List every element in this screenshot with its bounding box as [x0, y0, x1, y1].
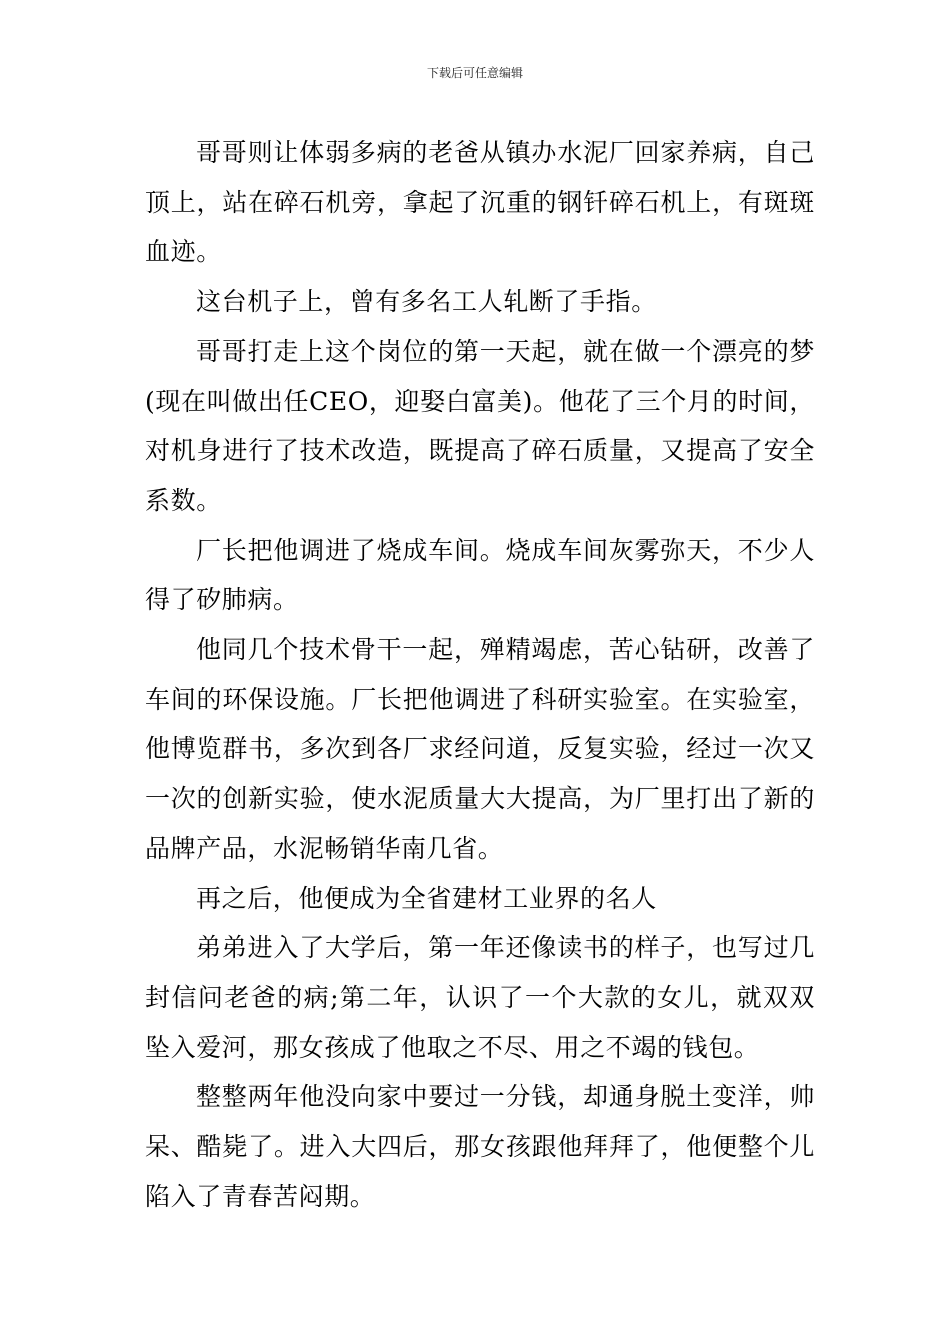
paragraph: 哥哥打走上这个岗位的第一天起，就在做一个漂亮的梦(现在叫做出任CEO，迎娶白富美)。他花了三个月的时间，对机身进行了技术改造，既提高了碎石质量，又提高了安全系数。	[145, 336, 815, 515]
paragraph: 再之后，他便成为全省建材工业界的名人	[196, 883, 657, 913]
paragraph: 他同几个技术骨干一起，殚精竭虑，苦心钻研，改善了车间的环保设施。厂长把他调进了科研实验室。在实验室，他博览群书，多次到各厂求经问道，反复实验，经过一次又一次的创新实验，使水泥质量大大提高，为厂里打出了新的品牌产品，水泥畅销华南几省。	[145, 635, 815, 863]
paragraph: 这台机子上，曾有多名工人轧断了手指。	[196, 287, 657, 317]
paragraph: 弟弟进入了大学后，第一年还像读书的样子，也写过几封信问老爸的病;第二年，认识了一个大款的女儿，就双双坠入爱河，那女孩成了他取之不尽、用之不竭的钱包。	[145, 933, 815, 1062]
paragraph: 整整两年他没向家中要过一分钱，却通身脱土变洋，帅呆、酷毙了。进入大四后，那女孩跟他拜拜了，他便整个儿陷入了青春苦闷期。	[145, 1082, 815, 1211]
page-header: 下载后可任意编辑	[426, 66, 523, 80]
document-body	[145, 128, 815, 1221]
paragraph: 哥哥则让体弱多病的老爸从镇办水泥厂回家养病，自己顶上，站在碎石机旁，拿起了沉重的钢钎碎石机上，有斑斑血迹。	[145, 138, 815, 267]
paragraph: 厂长把他调进了烧成车间。烧成车间灰雾弥天，不少人得了矽肺病。	[145, 535, 815, 615]
